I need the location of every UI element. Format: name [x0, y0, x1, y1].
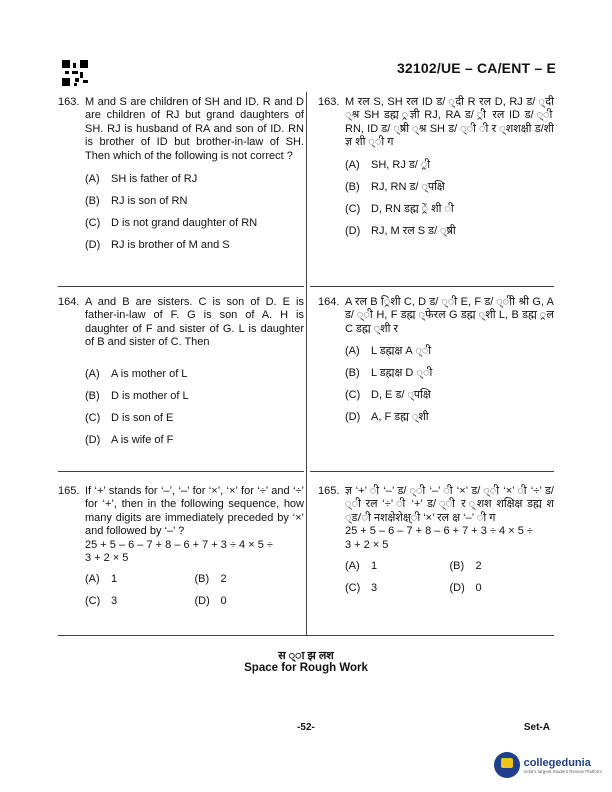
option-d[interactable]: (D) RJ, M रल S ड/ ्ष्री: [345, 224, 456, 237]
question-165-en: [58, 485, 304, 607]
option-c[interactable]: (C) 3: [85, 595, 118, 608]
question-stem: A and B are sisters. C is son of D. E is father-in-law of F. G is son of A. H is daughter of F and sister of G. L is daughter of B and sister of C. Then: [85, 296, 304, 349]
option-d[interactable]: (D) 0: [194, 595, 227, 608]
qr-code: [62, 60, 88, 86]
collegedunia-logo: [494, 752, 602, 778]
option-a[interactable]: (A) 1: [85, 573, 118, 586]
sequence-line-2: 3 + 2 × 5: [85, 552, 129, 565]
option-b[interactable]: (B) L डह्मक्ष D ्ी: [345, 367, 433, 380]
page-number: -52-: [297, 722, 315, 733]
question-number: 163.: [58, 96, 80, 108]
question-number: 164.: [318, 296, 340, 308]
question-separator: [58, 471, 304, 472]
option-c[interactable]: (C) D is not grand daughter of RN: [85, 217, 258, 230]
option-b[interactable]: (B) 2: [449, 560, 482, 573]
rough-work-heading: Space for Rough Work: [244, 662, 368, 674]
column-divider: [306, 92, 307, 635]
option-a[interactable]: (A) L डह्मक्ष A ्ी: [345, 345, 432, 358]
question-stem: M रल S, SH रल ID ड/ ्दी R रल D, RJ ड/ ्दी ्श्र SH डह्म ्रज्ञी RJ, RA ड/ ्री रल ID ड/ ्ी RN, ID ड/ ्ष्री ्श्र SH ड/ ्ी ी र ्शशक्षी ड/शी ज्ञ शी ्ी ग: [345, 96, 554, 149]
sequence-line-2: 3 + 2 × 5: [345, 538, 389, 551]
logo-brand: collegedunia: [523, 756, 591, 769]
sequence-line-1: 25 + 5 – 6 – 7 + 8 – 6 + 7 + 3 ÷ 4 × 5 ÷: [85, 538, 273, 551]
sequence-line-1: 25 + 5 – 6 – 7 + 8 – 6 + 7 + 3 ÷ 4 × 5 ÷: [345, 525, 533, 538]
rough-work-heading-hindi: स ्ा झ लश: [278, 650, 334, 662]
option-c[interactable]: (C) D is son of E: [85, 411, 174, 424]
logo-icon: [494, 752, 520, 778]
logo-tagline: India's largest Student Review Platform: [523, 768, 602, 774]
option-d[interactable]: (D) A, F डह्म ्शी: [345, 411, 429, 424]
rough-work-separator: [58, 635, 554, 636]
option-a[interactable]: (A) SH is father of RJ: [85, 173, 198, 186]
option-c[interactable]: (C) D, RN डह्म ्रें शी ी: [345, 202, 454, 215]
question-separator: [310, 471, 554, 472]
option-a[interactable]: (A) 1: [345, 560, 378, 573]
question-number: 165.: [58, 485, 80, 497]
question-165-hi: [318, 485, 554, 594]
option-d[interactable]: (D) 0: [449, 582, 482, 595]
option-b[interactable]: (B) RJ is son of RN: [85, 195, 188, 208]
option-b[interactable]: (B) RJ, RN ड/ ्पक्षि: [345, 180, 445, 193]
question-number: 164.: [58, 296, 80, 308]
question-number: 163.: [318, 96, 340, 108]
question-stem: ज्ञ ‘+’ ी ‘–’ ड/ ्ी ‘–’ ी ‘×’ ड/ ्ी ‘×’ ी ‘÷’ ड/ ्ी रल ‘÷’ ी ‘+’ ड/ ्ी र ्शश शक्षिक्ष डह्म श ्ड/ी नशक्षेशेक्ष्ी ‘×’ रल क्ष ‘–’ ी ग: [345, 485, 554, 524]
set-label: Set-A: [523, 722, 550, 733]
question-stem: A रल B ्रिशी C, D ड/ ्ी E, F ड/ ्ीी श्री G, A ड/ ्ी H, F डह्म ्फेरल G डह्म ्शी L, B डह्म ्रल C डह्म ्शी र: [345, 296, 554, 335]
question-separator: [58, 286, 304, 287]
question-stem: M and S are children of SH and ID. R and D are children of RJ but grand daughters of SH. RJ is husband of RA and son of ID. RN is brother of ID but brother-in-law of SH. Then which of the following is not correct ?: [85, 96, 304, 162]
question-stem: If ‘+’ stands for ‘–’, ‘–’ for ‘×’, ‘×’ for ‘÷’ and ‘÷’ for ‘+’, then in the following sequence, how many digits are immediately preceded by ‘×’ and followed by ‘–’ ?: [85, 485, 304, 538]
question-163-en: [58, 96, 304, 252]
paper-code: 32102/UE – CA/ENT – E: [396, 60, 556, 76]
option-c[interactable]: (C) 3: [345, 582, 378, 595]
option-a[interactable]: (A) SH, RJ ड/ ्री: [345, 158, 431, 171]
option-d[interactable]: (D) RJ is brother of M and S: [85, 239, 230, 252]
question-164-en: [58, 296, 304, 447]
option-c[interactable]: (C) D, E ड/ ्पक्षि: [345, 389, 431, 402]
question-164-hi: [318, 296, 554, 424]
question-163-hi: [318, 96, 554, 238]
question-number: 165.: [318, 485, 340, 497]
option-a[interactable]: (A) A is mother of L: [85, 367, 188, 380]
option-d[interactable]: (D) A is wife of F: [85, 433, 174, 446]
option-b[interactable]: (B) D is mother of L: [85, 389, 189, 402]
question-separator: [310, 286, 554, 287]
option-b[interactable]: (B) 2: [194, 573, 227, 586]
